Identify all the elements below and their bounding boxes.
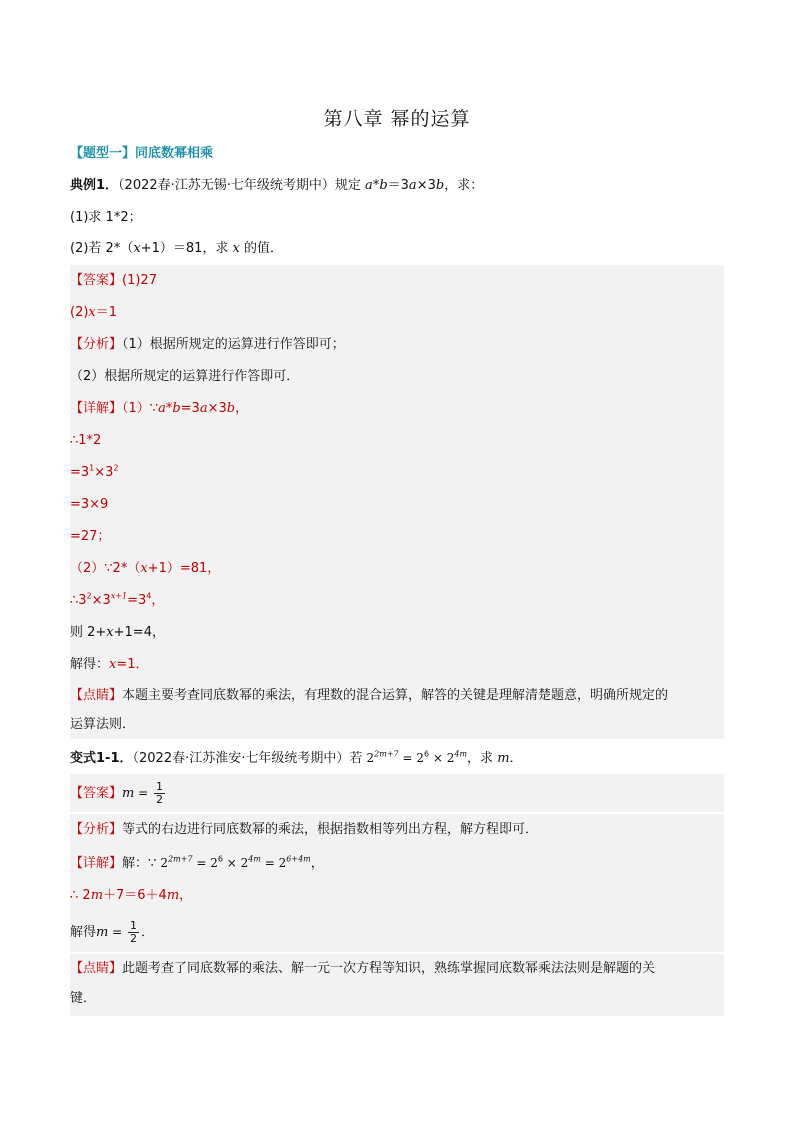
detail-text: （1）∵: [122, 401, 159, 416]
comment-tag: 【点睛】: [70, 961, 123, 976]
exponent: 2m+7: [168, 854, 193, 864]
numerator: 1: [130, 919, 138, 932]
variant1-detail: [70, 846, 724, 880]
variant1-answer: [70, 774, 724, 812]
power-base: 2: [416, 751, 424, 765]
variant1-stem: [70, 748, 724, 769]
example1-question1: (1)求 1*2；: [70, 210, 142, 225]
answer-text: ＝1: [95, 305, 118, 320]
var-x: x: [140, 561, 148, 576]
var-a: a: [408, 178, 417, 193]
equation-text: ∴ 2: [70, 888, 91, 903]
detail-text: 解：∵: [122, 856, 161, 871]
example1-stem-text: 规定: [334, 178, 366, 193]
variant1-comment: [70, 954, 724, 1016]
exponent: 6: [423, 749, 430, 759]
variant1-solve: [70, 912, 724, 952]
var-x: x: [109, 657, 117, 672]
exponent: 2m+7: [374, 749, 399, 759]
solve-text: 解得: [70, 925, 97, 940]
step-text: ∴3: [70, 593, 87, 608]
answer-tag: 【答案】: [70, 273, 123, 288]
comment-text: 运算法则．: [70, 717, 136, 732]
solve-text: ．: [141, 925, 155, 940]
comment-text: 键．: [70, 991, 97, 1006]
variant1-equation: [70, 880, 724, 912]
fraction: [154, 781, 165, 806]
q2-text: +1）＝81，求: [140, 241, 233, 256]
step-text: ，: [151, 593, 165, 608]
example1-then: [70, 617, 724, 649]
then-text: +1=4，: [113, 625, 165, 640]
step-text: ×3: [91, 593, 111, 608]
step-text: =3: [127, 593, 147, 608]
example1-part2: [70, 553, 724, 585]
solve-text: =1．: [116, 657, 149, 672]
part2-text: （2）∵2*（: [70, 561, 141, 576]
exponent: 4m: [454, 749, 468, 759]
example1-answer-line1: [70, 265, 724, 297]
example1-part2-step: [70, 585, 724, 617]
var-b: b: [172, 401, 181, 416]
comment-text: 本题主要考查同底数幂的乘法，有理数的混合运算，解答的关键是理解清楚题意，明确所规定的: [122, 688, 669, 703]
denominator: 2: [130, 932, 138, 945]
detail-tag: 【详解】: [70, 856, 123, 871]
stem-end: ，求：: [444, 178, 484, 193]
detail-text: =3: [180, 401, 200, 416]
variant1-label: 变式1-1．: [70, 751, 133, 766]
part2-text: +1）=81，: [147, 561, 221, 576]
eq-text: ＝3: [387, 178, 409, 193]
detail-text: ×3: [207, 401, 227, 416]
example1-detail-line1: [70, 393, 724, 425]
q2-text: 的值．: [239, 241, 283, 256]
var-x: x: [88, 305, 96, 320]
power-base: 2: [278, 856, 287, 870]
example1-step4: =27；: [70, 521, 724, 553]
var-b: b: [379, 178, 388, 193]
example1-analysis-line2: （2）根据所规定的运算进行作答即可．: [70, 361, 724, 393]
var-a: a: [365, 178, 373, 193]
example1-step1: ∴1*2: [70, 425, 724, 457]
example1-question2: [70, 239, 724, 259]
example1-label: 典例1．: [70, 178, 119, 193]
var-a: a: [199, 401, 208, 416]
equals: =: [108, 925, 127, 939]
equals: =: [134, 786, 153, 800]
exponent: 2: [86, 591, 92, 601]
times: ×: [222, 856, 241, 870]
exponent: 1: [89, 463, 95, 473]
example1-analysis-line1: [70, 329, 724, 361]
equals: =: [260, 856, 279, 870]
stem-text: ，求: [467, 751, 498, 766]
equals: =: [398, 751, 417, 765]
comment-text: 此题考查了同底数幂的乘法、解一元一次方程等知识，熟练掌握同底数幂乘法法则是解题的关: [122, 961, 656, 976]
exponent: x+1: [110, 591, 128, 601]
example1-step2: [70, 457, 724, 489]
example1-comment: [70, 681, 724, 739]
section-header: 【题型一】同底数幂相乘: [70, 146, 214, 161]
var-a: a: [158, 401, 166, 416]
var-m: m: [122, 786, 135, 801]
power-base: 2: [366, 751, 375, 765]
example1-answer-line2: [70, 297, 724, 329]
exponent: 6+4m: [286, 854, 311, 864]
q2-text: (2)若 2*（: [70, 241, 134, 256]
chapter-title: 第八章 幂的运算: [323, 108, 471, 130]
var-b: b: [226, 401, 236, 416]
numerator: 1: [156, 780, 164, 793]
equation-text: ＋7＝6＋4: [103, 888, 167, 903]
var-m: m: [96, 925, 109, 940]
answer-tag: 【答案】: [70, 786, 123, 801]
step-text: ×3: [94, 465, 114, 480]
denominator: 2: [156, 793, 164, 806]
var-x: x: [133, 241, 141, 256]
fraction: [128, 920, 139, 945]
var-x: x: [106, 625, 114, 640]
var-m: m: [90, 888, 104, 903]
example1-step3: =3×9: [70, 489, 724, 521]
then-text: 则 2+: [70, 625, 107, 640]
exponent: 4: [146, 591, 152, 601]
stem-text: 若: [349, 751, 367, 766]
equals: =: [192, 856, 211, 870]
exponent: 6: [217, 854, 223, 864]
solve-text: 解得：: [70, 657, 110, 672]
variant1-source: （2022春·江苏淮安·七年级统考期中）: [132, 751, 350, 766]
times-text: ×3: [416, 178, 436, 193]
exponent: 2: [113, 463, 119, 473]
analysis-tag: 【分析】: [70, 337, 123, 352]
analysis-text: （1）根据所规定的运算进行作答即可；: [122, 337, 345, 352]
power-base: 2: [240, 856, 249, 870]
power-base: 2: [446, 751, 455, 765]
power-base: 2: [160, 856, 169, 870]
stem-text: ．: [509, 751, 523, 766]
var-m: m: [497, 751, 510, 766]
var-m: m: [166, 888, 180, 903]
detail-text: ，: [310, 856, 324, 871]
var-b: b: [435, 178, 445, 193]
variant1-analysis: [70, 814, 724, 846]
analysis-text: 等式的右边进行同底数幂的乘法，根据指数相等列出方程，解方程即可．: [122, 822, 539, 837]
answer-text: (2): [70, 305, 89, 320]
detail-tag: 【详解】: [70, 401, 123, 416]
star-op: *: [372, 178, 380, 193]
answer-value: (1)27: [122, 273, 157, 288]
power-base: 2: [210, 856, 218, 870]
comment-tag: 【点睛】: [70, 688, 123, 703]
exponent: 4m: [248, 854, 261, 864]
times: ×: [429, 751, 447, 765]
detail-text: *: [165, 401, 173, 416]
var-x: x: [232, 241, 240, 256]
step-text: =3: [70, 465, 90, 480]
analysis-tag: 【分析】: [70, 822, 123, 837]
detail-text: ，: [235, 401, 249, 416]
example1-source: （2022春·江苏无锡·七年级统考期中）: [118, 178, 335, 193]
example1-solve: [70, 649, 724, 681]
equation-text: ，: [179, 888, 193, 903]
example1-stem: [70, 176, 724, 196]
